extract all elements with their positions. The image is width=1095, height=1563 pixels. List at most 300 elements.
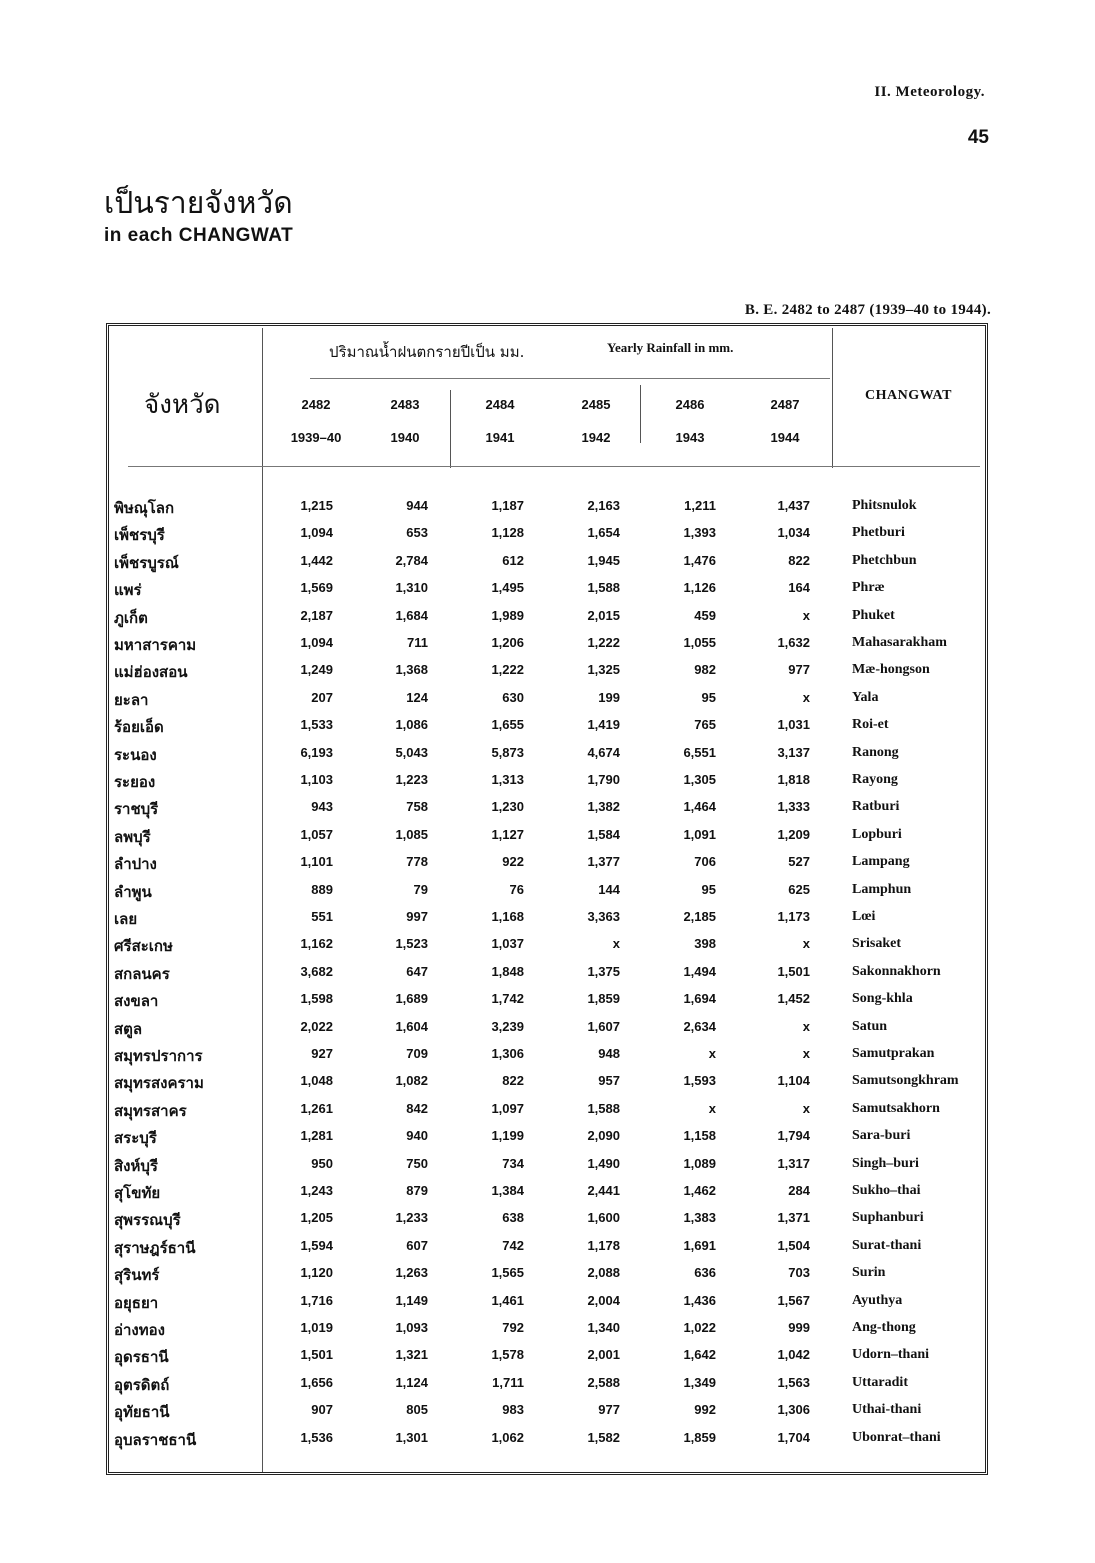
rainfall-value: 1,598 [300, 991, 333, 1006]
province-thai-name: ภูเก็ต [114, 609, 148, 627]
table-row [0, 1238, 1095, 1265]
rainfall-value: 1,211 [684, 498, 716, 513]
table-row [0, 553, 1095, 580]
rainfall-value: 1,215 [300, 498, 333, 513]
province-thai-name: สตูล [114, 1020, 143, 1038]
table-row [0, 1019, 1095, 1046]
province-english-name: Phetchbun [852, 553, 917, 568]
rainfall-value: 1,945 [587, 553, 620, 568]
rainfall-value: 6,193 [300, 745, 333, 760]
province-english-name: Surat-thani [852, 1238, 922, 1253]
rainfall-value: x [708, 1046, 716, 1061]
rainfall-value: 95 [701, 690, 716, 705]
rainfall-value: 944 [406, 498, 428, 513]
province-english-name: Lampang [852, 854, 910, 869]
table-row [0, 525, 1095, 552]
year-ad-header: 1943 [675, 430, 705, 445]
table-row [0, 1402, 1095, 1429]
rainfall-value: 1,317 [777, 1156, 810, 1171]
table-row [0, 1073, 1095, 1100]
rainfall-value: 1,476 [683, 553, 716, 568]
province-thai-name: พิษณุโลก [114, 499, 175, 517]
rainfall-value: 1,168 [491, 909, 524, 924]
table-row [0, 936, 1095, 963]
rainfall-value: 1,377 [587, 854, 620, 869]
rainfall-value: 1,569 [300, 580, 333, 595]
province-thai-name: สุพรรณบุรี [114, 1211, 181, 1229]
province-english-name: Srisaket [852, 936, 901, 951]
rainfall-value: 948 [598, 1046, 620, 1061]
rainfall-value: 1,089 [683, 1156, 716, 1171]
province-english-name: Uthai-thani [852, 1402, 922, 1417]
rainfall-value: 1,655 [491, 717, 524, 732]
rainfall-value: 1,223 [395, 772, 428, 787]
rainfall-value: 1,048 [300, 1073, 333, 1088]
rainfall-value: 3,363 [587, 909, 620, 924]
province-thai-name: สมุทรสาคร [114, 1102, 187, 1120]
rainfall-value: 1,085 [395, 827, 428, 842]
province-english-name: Uttaradit [852, 1375, 908, 1390]
rainfall-value: 1,656 [300, 1375, 333, 1390]
province-thai-name: สุราษฎร์ธานี [114, 1239, 196, 1257]
province-english-name: Phræ [852, 580, 885, 595]
rainfall-value: 1,600 [587, 1210, 620, 1225]
table-row [0, 1156, 1095, 1183]
province-english-name: Phuket [852, 608, 895, 623]
rainfall-value: 940 [406, 1128, 428, 1143]
rainfall-value: 1,055 [683, 635, 716, 650]
rainfall-value: 1,523 [395, 936, 428, 951]
rainfall-value: 1,711 [492, 1375, 524, 1390]
rainfall-value: 1,790 [587, 772, 620, 787]
rainfall-value: 1,209 [777, 827, 810, 842]
province-thai-name: แพร่ [114, 581, 142, 599]
table-row [0, 772, 1095, 799]
province-english-name: Song-khla [852, 991, 913, 1006]
rainfall-value: 1,384 [491, 1183, 524, 1198]
rainfall-value: 927 [311, 1046, 333, 1061]
rainfall-value: 1,437 [777, 498, 810, 513]
rainfall-value: 1,187 [491, 498, 524, 513]
rainfall-value: 742 [502, 1238, 524, 1253]
province-english-name: Sukho–thai [852, 1183, 921, 1198]
page-title-english: in each CHANGWAT [104, 225, 294, 246]
rainfall-value: 1,464 [683, 799, 716, 814]
rainfall-value: 711 [407, 635, 428, 650]
rainfall-value: 1,501 [777, 964, 810, 979]
table-row [0, 854, 1095, 881]
rainfall-value: 1,126 [683, 580, 716, 595]
province-english-name: Rayong [852, 772, 898, 787]
rainfall-value: 977 [788, 662, 810, 677]
rainfall-value: 1,371 [777, 1210, 810, 1225]
rainfall-value: x [802, 1046, 810, 1061]
rainfall-value: x [802, 1101, 810, 1116]
province-thai-name: อ่างทอง [114, 1321, 165, 1339]
province-thai-name: สกลนคร [114, 965, 170, 983]
rainfall-value: 1,742 [491, 991, 524, 1006]
rainfall-value: 1,859 [683, 1430, 716, 1445]
rainfall-value: 1,461 [491, 1293, 524, 1308]
rainfall-value: 2,634 [683, 1019, 716, 1034]
rainfall-value: 1,333 [777, 799, 810, 814]
table-row [0, 635, 1095, 662]
rainfall-value: 879 [406, 1183, 428, 1198]
year-be-header: 2485 [581, 397, 611, 412]
rainfall-value: 1,642 [683, 1347, 716, 1362]
province-thai-name: สระบุรี [114, 1129, 157, 1147]
rainfall-value: 459 [694, 608, 716, 623]
rainfall-value: 2,784 [395, 553, 428, 568]
province-thai-name: สุรินทร์ [114, 1266, 160, 1284]
rainfall-value: 1,818 [777, 772, 810, 787]
table-row [0, 799, 1095, 826]
rainfall-value: 1,563 [777, 1375, 810, 1390]
rainfall-value: 943 [311, 799, 333, 814]
rainfall-value: 1,091 [683, 827, 716, 842]
province-english-name: Phitsnulok [852, 498, 917, 513]
rainfall-value: 1,654 [587, 525, 620, 540]
rainfall-value: 1,101 [300, 854, 333, 869]
rainfall-value: 1,206 [491, 635, 524, 650]
table-row [0, 1430, 1095, 1457]
rainfall-value: 636 [694, 1265, 716, 1280]
rainfall-value: 1,794 [777, 1128, 810, 1143]
page-number: 45 [967, 127, 989, 148]
rainfall-value: 907 [311, 1402, 333, 1417]
table-row [0, 498, 1095, 525]
province-thai-header: จังหวัด [144, 390, 221, 420]
rainfall-value: 997 [406, 909, 428, 924]
rainfall-value: 805 [406, 1402, 428, 1417]
table-row [0, 964, 1095, 991]
province-english-name: Surin [852, 1265, 886, 1280]
rainfall-value: 1,034 [777, 525, 810, 540]
year-ad-header: 1944 [770, 430, 800, 445]
rainfall-value: 822 [502, 1073, 524, 1088]
province-english-name: Suphanburi [852, 1210, 924, 1225]
rainfall-english-header: Yearly Rainfall in mm. [607, 340, 734, 355]
rainfall-value: 551 [311, 909, 333, 924]
rainfall-value: x [802, 936, 810, 951]
rainfall-value: 1,588 [587, 1101, 620, 1116]
rainfall-value: 709 [406, 1046, 428, 1061]
province-thai-name: สิงห์บุรี [114, 1157, 158, 1175]
rainfall-value: 1,436 [683, 1293, 716, 1308]
province-english-name: Samutsongkhram [852, 1073, 959, 1088]
province-english-name: Ubonrat–thani [852, 1430, 941, 1445]
rainfall-value: 1,037 [491, 936, 524, 951]
rainfall-value: 1,368 [395, 662, 428, 677]
rainfall-value: x [612, 936, 620, 951]
province-english-name: Satun [852, 1019, 888, 1034]
rainfall-value: 3,239 [491, 1019, 524, 1034]
table-row [0, 717, 1095, 744]
table-row [0, 1293, 1095, 1320]
rainfall-value: 1,178 [587, 1238, 620, 1253]
rainfall-value: 1,281 [300, 1128, 333, 1143]
rainfall-value: 750 [406, 1156, 428, 1171]
rainfall-value: 1,149 [395, 1293, 428, 1308]
province-english-name: Mæ-hongson [852, 662, 930, 677]
rainfall-value: 1,604 [395, 1019, 428, 1034]
rainfall-value: 144 [598, 882, 620, 897]
rainfall-value: 1,689 [395, 991, 428, 1006]
rainfall-value: x [802, 690, 810, 705]
rainfall-value: 1,230 [491, 799, 524, 814]
rainfall-value: 1,249 [300, 662, 333, 677]
province-english-name: Lopburi [852, 827, 902, 842]
province-thai-name: สุโขทัย [114, 1184, 161, 1202]
rainfall-value: 1,127 [491, 827, 524, 842]
rainfall-value: 2,187 [300, 608, 333, 623]
rainfall-value: 1,393 [683, 525, 716, 540]
rainfall-value: 612 [502, 553, 524, 568]
table-row [0, 662, 1095, 689]
province-thai-name: ร้อยเอ็ด [114, 718, 164, 736]
rainfall-value: 1,233 [395, 1210, 428, 1225]
province-thai-name: ราชบุรี [114, 800, 159, 818]
rainfall-value: 1,222 [587, 635, 620, 650]
year-ad-header: 1940 [390, 430, 420, 445]
province-thai-name: สงขลา [114, 992, 159, 1010]
rainfall-value: 207 [311, 690, 333, 705]
rainfall-value: 1,158 [683, 1128, 716, 1143]
rainfall-value: 992 [694, 1402, 716, 1417]
rainfall-value: 2,015 [587, 608, 620, 623]
rainfall-value: 1,022 [683, 1320, 716, 1335]
rainfall-value: 1,691 [683, 1238, 716, 1253]
year-be-header: 2487 [770, 397, 800, 412]
rainfall-value: 79 [413, 882, 428, 897]
province-english-name: Ranong [852, 745, 899, 760]
table-row [0, 909, 1095, 936]
rainfall-value: 758 [406, 799, 428, 814]
rainfall-value: 3,137 [777, 745, 810, 760]
table-row [0, 580, 1095, 607]
year-ad-header: 1939–40 [290, 430, 342, 445]
rainfall-value: 842 [406, 1101, 428, 1116]
province-english-name: Roi-et [852, 717, 889, 732]
rainfall-value: 527 [788, 854, 810, 869]
province-english-name: Sara-buri [852, 1128, 911, 1143]
rainfall-value: 1,848 [491, 964, 524, 979]
rainfall-value: 1,989 [491, 608, 524, 623]
rainfall-value: 1,490 [587, 1156, 620, 1171]
province-thai-name: เพ็ชรบูรณ์ [114, 554, 179, 572]
column-divider [832, 328, 833, 468]
year-ad-header: 1941 [485, 430, 515, 445]
rainfall-value: 1,632 [777, 635, 810, 650]
year-be-header: 2482 [301, 397, 331, 412]
year-be-header: 2486 [675, 397, 705, 412]
table-row [0, 1101, 1095, 1128]
rainfall-value: 630 [502, 690, 524, 705]
rainfall-value: 1,607 [587, 1019, 620, 1034]
rainfall-value: 1,704 [777, 1430, 810, 1445]
rainfall-value: 983 [502, 1402, 524, 1417]
rainfall-value: 1,859 [587, 991, 620, 1006]
table-row [0, 1210, 1095, 1237]
rainfall-value: 6,551 [683, 745, 716, 760]
rainfall-value: 2,163 [587, 498, 620, 513]
rainfall-value: 1,222 [491, 662, 524, 677]
rainfall-value: 2,185 [683, 909, 716, 924]
rainfall-value: 1,086 [395, 717, 428, 732]
rainfall-value: 5,873 [491, 745, 524, 760]
rainfall-value: 2,588 [587, 1375, 620, 1390]
province-thai-name: สมุทรปราการ [114, 1047, 203, 1065]
rainfall-value: 1,042 [777, 1347, 810, 1362]
rainfall-value: 1,419 [587, 717, 620, 732]
rainfall-value: 1,093 [395, 1320, 428, 1335]
changwat-header: CHANGWAT [865, 388, 952, 403]
rainfall-value: 778 [406, 854, 428, 869]
rainfall-value: 2,441 [587, 1183, 620, 1198]
rainfall-value: 3,682 [300, 964, 333, 979]
rainfall-value: 1,382 [587, 799, 620, 814]
province-thai-name: เพ็ชรบุรี [114, 526, 165, 544]
rainfall-value: 982 [694, 662, 716, 677]
year-ad-header: 1942 [581, 430, 611, 445]
rainfall-value: 1,375 [587, 964, 620, 979]
rainfall-value: 638 [502, 1210, 524, 1225]
rainfall-value: 1,684 [395, 608, 428, 623]
rainfall-value: 1,124 [395, 1375, 428, 1390]
rainfall-value: 2,001 [587, 1347, 620, 1362]
rainfall-value: 1,452 [777, 991, 810, 1006]
rainfall-value: 1,103 [300, 772, 333, 787]
province-english-name: Yala [852, 690, 879, 705]
rainfall-value: 607 [406, 1238, 428, 1253]
table-row [0, 882, 1095, 909]
rainfall-value: 706 [694, 854, 716, 869]
rainfall-value: 4,674 [587, 745, 620, 760]
rainfall-value: 1,536 [300, 1430, 333, 1445]
table-row [0, 1265, 1095, 1292]
rainfall-value: x [708, 1101, 716, 1116]
rainfall-value: 1,593 [683, 1073, 716, 1088]
province-english-name: Mahasarakham [852, 635, 947, 650]
rainfall-value: 1,104 [777, 1073, 810, 1088]
rainfall-value: 284 [788, 1183, 810, 1198]
header-rule [310, 378, 830, 379]
table-row [0, 827, 1095, 854]
rainfall-value: 1,716 [300, 1293, 333, 1308]
province-thai-name: ลพบุรี [114, 828, 151, 846]
table-row [0, 1375, 1095, 1402]
rainfall-value: 1,162 [300, 936, 333, 951]
rainfall-value: 1,199 [491, 1128, 524, 1143]
province-english-name: Phetburi [852, 525, 905, 540]
table-row [0, 1183, 1095, 1210]
rainfall-value: 1,097 [491, 1101, 524, 1116]
province-thai-name: ลำปาง [114, 855, 157, 873]
table-row [0, 608, 1095, 635]
table-row [0, 690, 1095, 717]
rainfall-value: 1,594 [300, 1238, 333, 1253]
rainfall-value: 1,301 [395, 1430, 428, 1445]
year-be-header: 2484 [485, 397, 515, 412]
rainfall-value: 2,004 [587, 1293, 620, 1308]
rainfall-value: 1,031 [777, 717, 810, 732]
rainfall-value: 822 [788, 553, 810, 568]
province-english-name: Lamphun [852, 882, 912, 897]
rainfall-value: 1,504 [777, 1238, 810, 1253]
rainfall-value: 922 [502, 854, 524, 869]
rainfall-value: 1,582 [587, 1430, 620, 1445]
province-thai-name: อุตรดิตถ์ [114, 1376, 170, 1394]
rainfall-value: 1,565 [491, 1265, 524, 1280]
page-title-thai: เป็นรายจังหวัด [104, 186, 293, 221]
rainfall-value: x [802, 608, 810, 623]
rainfall-value: 1,494 [683, 964, 716, 979]
rainfall-value: x [802, 1019, 810, 1034]
rainfall-value: 999 [788, 1320, 810, 1335]
rainfall-value: 1,313 [491, 772, 524, 787]
province-thai-name: อยุธยา [114, 1294, 159, 1312]
province-thai-name: ลำพูน [114, 883, 152, 901]
rainfall-thai-header: ปริมาณน้ำฝนตกรายปีเป็น มม. [329, 343, 525, 361]
table-row [0, 1046, 1095, 1073]
rainfall-value: 765 [694, 717, 716, 732]
rainfall-value: 76 [509, 882, 524, 897]
rainfall-value: 647 [406, 964, 428, 979]
rainfall-value: 2,088 [587, 1265, 620, 1280]
rainfall-value: 1,533 [300, 717, 333, 732]
rainfall-value: 1,094 [300, 525, 333, 540]
rainfall-value: 1,120 [300, 1265, 333, 1280]
rainfall-value: 1,263 [395, 1265, 428, 1280]
rainfall-value: 1,306 [777, 1402, 810, 1417]
rainfall-value: 1,383 [683, 1210, 716, 1225]
rainfall-value: 950 [311, 1156, 333, 1171]
rainfall-value: 1,325 [587, 662, 620, 677]
province-english-name: Ang-thong [852, 1320, 916, 1335]
province-thai-name: อุบลราชธานี [114, 1431, 197, 1449]
rainfall-value: 1,128 [491, 525, 524, 540]
rainfall-value: 1,442 [300, 553, 333, 568]
rainfall-value: 1,310 [395, 580, 428, 595]
rainfall-value: 1,340 [587, 1320, 620, 1335]
province-thai-name: ยะลา [114, 691, 149, 709]
rainfall-value: 2,090 [587, 1128, 620, 1143]
rainfall-value: 1,501 [300, 1347, 333, 1362]
rainfall-value: 1,062 [491, 1430, 524, 1445]
province-english-name: Ayuthya [852, 1293, 903, 1308]
province-english-name: Sakonnakhorn [852, 964, 941, 979]
rainfall-value: 1,057 [300, 827, 333, 842]
rainfall-value: 1,261 [300, 1101, 333, 1116]
rainfall-value: 1,567 [777, 1293, 810, 1308]
province-thai-name: เลย [114, 910, 138, 928]
rainfall-value: 1,243 [300, 1183, 333, 1198]
province-english-name: Ratburi [852, 799, 900, 814]
province-thai-name: อุดรธานี [114, 1348, 169, 1366]
rainfall-value: 1,094 [300, 635, 333, 650]
rainfall-value: 957 [598, 1073, 620, 1088]
province-thai-name: สมุทรสงคราม [114, 1074, 204, 1092]
section-label: II. Meteorology. [874, 84, 985, 100]
rainfall-value: 1,321 [395, 1347, 428, 1362]
rainfall-value: 164 [788, 580, 810, 595]
rainfall-value: 703 [788, 1265, 810, 1280]
rainfall-value: 199 [598, 690, 620, 705]
province-thai-name: ศรีสะเกษ [114, 937, 173, 955]
province-thai-name: มหาสารคาม [114, 636, 197, 654]
rainfall-value: 2,022 [300, 1019, 333, 1034]
rainfall-value: 734 [502, 1156, 524, 1171]
